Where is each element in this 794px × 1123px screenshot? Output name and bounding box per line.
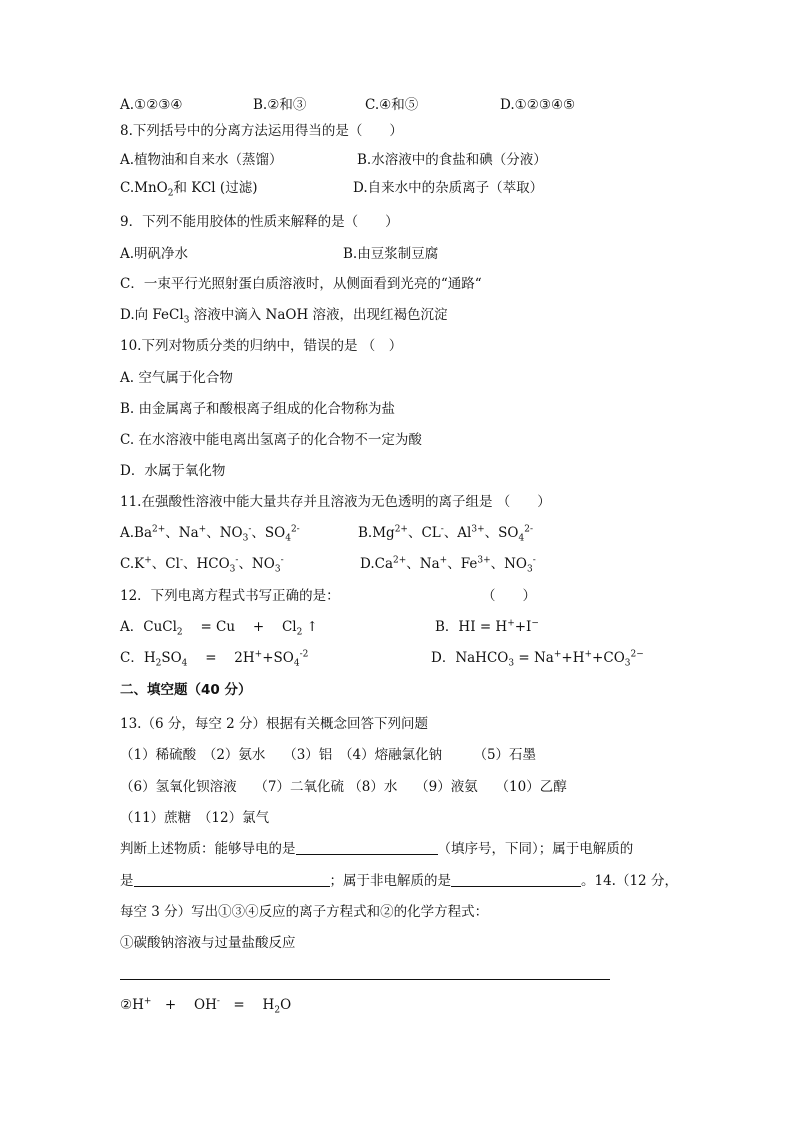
q8-option-b: B.水溶液中的食盐和碘（分液） <box>357 152 547 168</box>
answer-blank-conductive[interactable] <box>296 840 438 855</box>
q10-option-c: C. 在水溶液中能电离出氢离子的化合物不一定为酸 <box>120 432 422 448</box>
q12-option-a: A．CuCl$_2$ = Cu + $Cl_2$ ↑ <box>120 619 318 638</box>
q8-option-a: A.植物油和自来水（蒸馏） <box>120 152 283 168</box>
q11-stem: 11.在强酸性溶液中能大量共存并且溶液为无色透明的离子组是 （ ） <box>120 494 551 510</box>
q9-option-c: C．一束平行光照射蛋白质溶液时，从侧面看到光亮的“通路“ <box>120 276 482 292</box>
answer-blank-electrolyte[interactable] <box>134 872 330 887</box>
q7-option-d: D.①②③④⑤ <box>500 97 576 113</box>
q8-option-d: D.自来水中的杂质离子（萃取） <box>353 180 544 196</box>
q12-option-d: D．NaHCO$_3$ = $Na^++H^++CO_3^{2-}$ <box>431 649 644 669</box>
q12-option-c: C．$H_2SO_4$ = $2H^++SO_4^{-2}$ <box>120 649 309 669</box>
q13-judge-line1: 判断上述物质：能够导电的是 （填序号，下同）；属于电解质的 <box>120 841 634 857</box>
q13-items-line3: （11）蔗糖 （12）氯气 <box>120 810 270 826</box>
q14-item-2: ②H+ + OH- = $H_2O$ <box>120 996 292 1016</box>
q11-option-a: $A.Ba^{2+}$、Na+、$NO_3^-$、$SO_4^{2-}$ <box>120 524 300 544</box>
q9-stem: 9．下列不能用胶体的性质来解释的是（ ） <box>120 214 399 230</box>
q11-option-b: $B.Mg^{2+}$、CL-、$Al^{3+}$、$SO_4^{2-}$ <box>358 524 534 544</box>
q8-option-c: C.MnO$_2$和 KCl (过滤) <box>120 180 258 199</box>
answer-line-q14-1[interactable] <box>120 979 610 980</box>
q10-option-b: B. 由金属离子和酸根离子组成的化合物称为盐 <box>120 401 396 417</box>
q7-option-c: C.④和⑤ <box>365 97 419 113</box>
q14-stem: 每空 3 分）写出①③④反应的离子方程式和②的化学方程式： <box>120 904 489 920</box>
q9-option-b: B.由豆浆制豆腐 <box>343 246 439 262</box>
q13-items-line2: （6）氢氧化钡溶液 （7）二氧化硫 （8）水 （9）液氨 （10）乙醇 <box>120 779 567 795</box>
q7-option-a: A.①②③④ <box>120 97 183 113</box>
answer-blank-nonelectrolyte[interactable] <box>451 872 581 887</box>
section-title-fill-in: 二、填空题（40 分） <box>120 682 252 698</box>
q11-option-c: C.K+、Cl-、$HCO_3^-$、$NO_3^-$ <box>120 555 284 575</box>
q12-option-b: B．HI = H++I− <box>435 618 539 635</box>
q13-stem: 13.（6 分，每空 2 分）根据有关概念回答下列问题 <box>120 716 429 732</box>
q7-option-b: B.②和③ <box>253 97 307 113</box>
q12-stem: 12．下列电离方程式书写正确的是： <box>120 588 340 604</box>
q10-option-d: D．水属于氧化物 <box>120 463 226 479</box>
q10-stem: 10.下列对物质分类的归纳中，错误的是 （ ） <box>120 338 403 354</box>
q11-option-d: $D.Ca^{2+}$、Na+、$Fe^{3+}$、$NO_3^-$ <box>360 555 536 575</box>
q8-stem: 8.下列括号中的分离方法运用得当的是（ ） <box>120 123 403 139</box>
q9-option-a: A.明矾净水 <box>120 246 189 262</box>
q13-items-line1: （1）稀硫酸 （2）氨水 （3）铝 （4）熔融氯化钠 （5）石墨 <box>120 747 537 763</box>
q12-answer-paren: （ ） <box>482 588 536 604</box>
q9-option-d: D.向 FeCl$_3$ 溶液中滴入 NaOH 溶液，出现红褐色沉淀 <box>120 307 448 326</box>
q10-option-a: A. 空气属于化合物 <box>120 370 233 386</box>
q13-judge-line2: 是 ；属于非电解质的是 。14.（12 分， <box>120 873 678 889</box>
q14-item-1: ①碳酸钠溶液与过量盐酸反应 <box>120 935 296 951</box>
